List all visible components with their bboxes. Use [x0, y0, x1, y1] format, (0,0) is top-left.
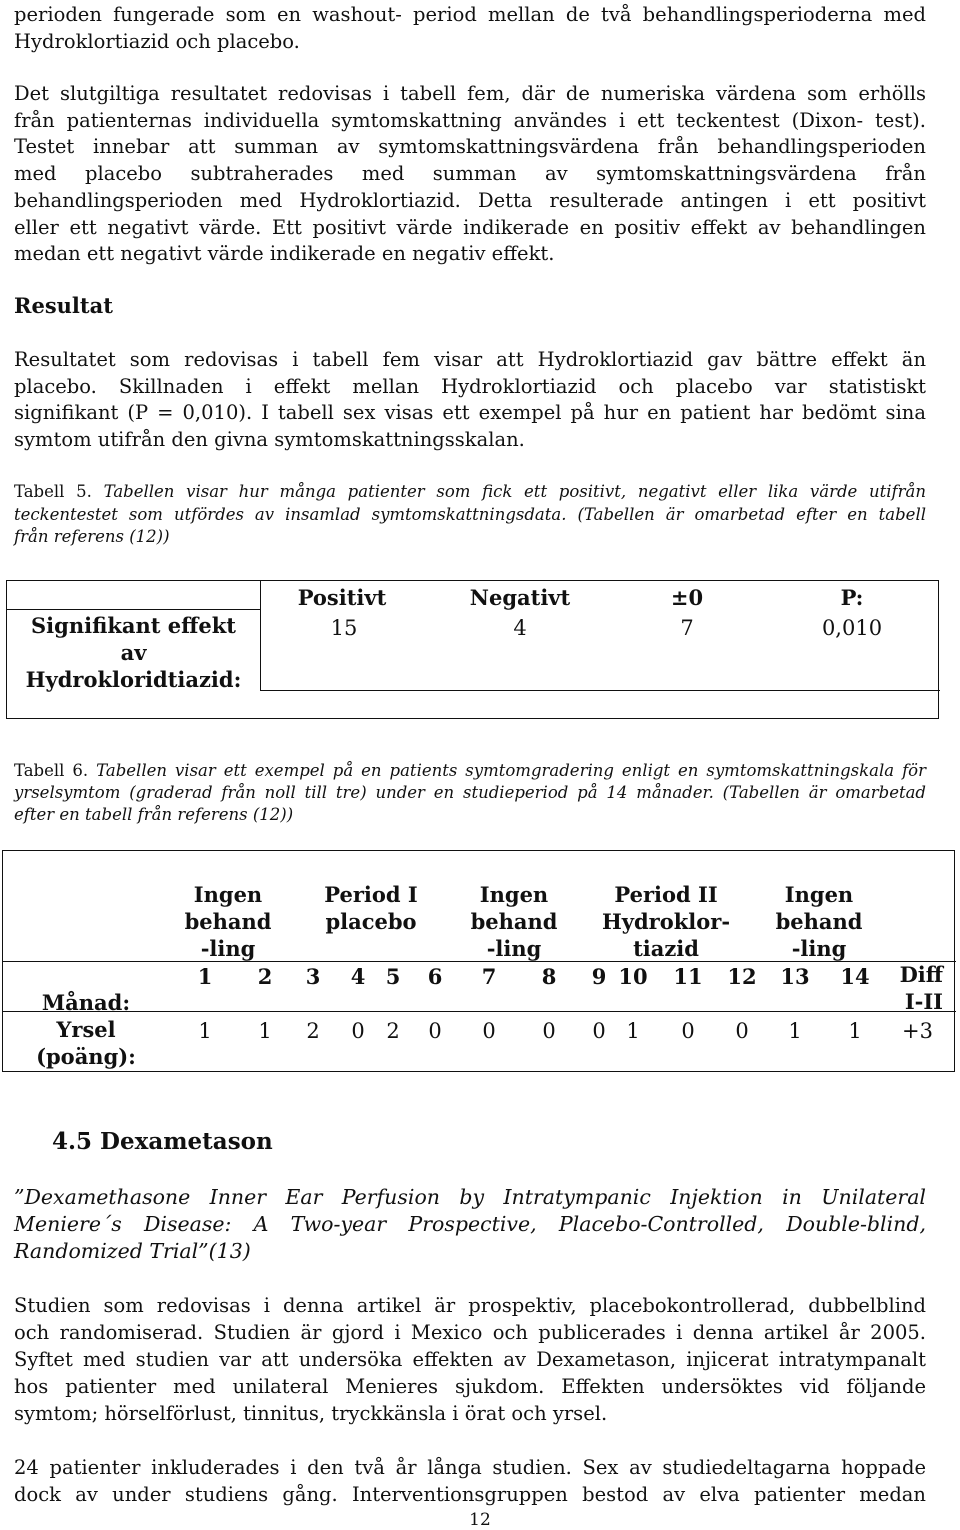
table6-month-label: Månad: — [41, 990, 131, 1015]
table6-month-10: 10 — [618, 964, 648, 989]
table5-value-positivt: 15 — [330, 616, 358, 640]
table6-score-7: 0 — [482, 1019, 496, 1043]
table6-diff-label-2: I-II — [904, 989, 943, 1014]
table6-score-9: 0 — [592, 1019, 606, 1043]
table6-month-9: 9 — [591, 964, 607, 989]
table5-row-label-1: Signifikant effekt — [31, 613, 236, 638]
table6-month-2: 2 — [257, 964, 273, 989]
para-result-line4: symtom utifrån den givna symtomskattningsskalan. — [14, 428, 525, 451]
para-study-line1: Studien som redovisas i denna artikel är prospektiv, placebokontrollerad, dubbelblind — [14, 1294, 926, 1317]
caption6-text1: Tabellen visar ett exempel på en patients symtomgradering enligt en symtomskattningskala för — [96, 761, 927, 780]
para-top-line1: perioden fungerade som en washout- period mellan de två behandlingsperioderna med — [14, 3, 926, 26]
section-heading: 4.5 Dexametason — [52, 1128, 273, 1155]
para-method-line3: Testet innebar att summan av symtomskattningsvärdena från behandlingsperioden — [14, 135, 926, 158]
table5-header-zero: ±0 — [670, 585, 704, 610]
table6-period-1-l2: placebo — [325, 909, 417, 934]
para-patients-line1: 24 patienter inkluderades i den två år långa studien. Sex av studiedeltagarna hoppade — [14, 1456, 926, 1479]
table6-period-none1-l2: behand — [184, 909, 272, 934]
article-title-line1: ”Dexamethasone Inner Ear Perfusion by Intratympanic Injektion in Unilateral — [14, 1185, 926, 1209]
table6-score-label-2: (poäng): — [36, 1044, 136, 1069]
table5-row-label-2: av — [120, 640, 147, 665]
para-method-line5: behandlingsperioden med Hydroklortiazid. Detta resulterade antingen i ett positivt — [14, 189, 926, 212]
table5-header-p: P: — [840, 585, 864, 610]
table6-period-none2-l2: behand — [470, 909, 558, 934]
table6-score-6: 0 — [428, 1019, 442, 1043]
caption5-label: Tabell 5. — [14, 482, 92, 501]
table6-score-1: 1 — [198, 1019, 212, 1043]
table6-month-12: 12 — [727, 964, 757, 989]
para-study-line3: Syftet med studien var att undersöka effekten av Dexametason, injicerat intratympanalt — [14, 1348, 926, 1371]
caption5-text1: Tabellen visar hur många patienter som fick ett positivt, negativt eller lika värde utifrån — [103, 482, 926, 501]
para-result-line2: placebo. Skillnaden i effekt mellan Hydroklortiazid och placebo var statistiskt — [14, 375, 926, 398]
table5-header-negativt: Negativt — [469, 585, 571, 610]
table6-score-8: 0 — [542, 1019, 556, 1043]
table6-period-2-l1: Period II — [614, 882, 718, 907]
table6-diff-value: +3 — [902, 1019, 933, 1043]
para-method-line1: Det slutgiltiga resultatet redovisas i tabell fem, där de numeriska värdena som erhölls — [14, 82, 926, 105]
caption6-line1 — [14, 760, 926, 783]
para-method-line7: medan ett negativt värde indikerade en negativ effekt. — [14, 242, 555, 265]
article-title-line2: Meniere´s Disease: A Two-year Prospective, Placebo-Controlled, Double-blind, — [14, 1212, 926, 1236]
article-title-line3: Randomized Trial”(13) — [14, 1239, 251, 1263]
table6-score-13: 1 — [788, 1019, 802, 1043]
table6-period-none2-l1: Ingen — [479, 882, 549, 907]
para-method-line4: med placebo subtraherades med summan av symtomskattningsvärdena från — [14, 162, 926, 185]
table6-score-label-1: Yrsel — [56, 1017, 116, 1042]
table6-period-none2-l3: -ling — [486, 936, 542, 961]
para-method-line6: eller ett negativt värde. Ett positivt värde indikerade en positiv effekt av behandlingen — [14, 216, 926, 239]
table6-score-12: 0 — [735, 1019, 749, 1043]
caption5-line2: teckentestet som utfördes av insamlad symtomskattningsdata. (Tabellen är omarbetad efter en tabell — [14, 505, 926, 524]
para-method-line2: från patienternas individuella symtomskattning användes i ett teckentest (Dixon- test). — [14, 109, 926, 132]
table6-period-2-l2: Hydroklor- — [601, 909, 731, 934]
caption5-line3: från referens (12)) — [14, 527, 170, 546]
para-study-line2: och randomiserad. Studien är gjord i Mexico och publicerades i denna artikel år 2005. — [14, 1321, 926, 1344]
table6-period-none1-l1: Ingen — [193, 882, 263, 907]
caption6-line3: efter en tabell från referens (12)) — [14, 805, 294, 824]
table5-row-label-3: Hydrokloridtiazid: — [25, 667, 242, 692]
para-study-line4: hos patienter med unilateral Menieres sjukdom. Effekten undersöktes vid följande — [14, 1375, 926, 1398]
table5-value-zero: 7 — [680, 616, 694, 640]
table6-month-13: 13 — [780, 964, 810, 989]
table6-month-3: 3 — [305, 964, 321, 989]
table6-month-8: 8 — [541, 964, 557, 989]
table6-month-6: 6 — [427, 964, 443, 989]
table6-month-5: 5 — [385, 964, 401, 989]
table6-score-5: 2 — [386, 1019, 400, 1043]
para-patients-line2: dock av under studiens gång. Interventionsgruppen bestod av elva patienter medan — [14, 1483, 926, 1506]
table6-score-3: 2 — [306, 1019, 320, 1043]
table6-diff-label-1: Diff — [899, 962, 943, 987]
caption6-line2: yrselsymtom (graderad från noll till tre) under en studieperiod på 14 månader. (Tabellen är omarbetad — [14, 783, 926, 802]
table6-score-2: 1 — [258, 1019, 272, 1043]
heading-resultat: Resultat — [14, 293, 113, 318]
table6 — [2, 850, 955, 1072]
caption6-label: Tabell 6. — [14, 761, 89, 780]
table6-month-7: 7 — [481, 964, 497, 989]
table6-month-4: 4 — [350, 964, 366, 989]
page-number: 12 — [469, 1510, 491, 1530]
table5-header-positivt: Positivt — [297, 585, 387, 610]
table6-period-2-l3: tiazid — [633, 936, 699, 961]
table6-period-1-l1: Period I — [324, 882, 418, 907]
table6-score-14: 1 — [848, 1019, 862, 1043]
table5-value-p: 0,010 — [821, 616, 883, 640]
table5-value-negativt: 4 — [513, 616, 527, 640]
table6-score-4: 0 — [351, 1019, 365, 1043]
table6-period-none3-l1: Ingen — [784, 882, 854, 907]
table6-period-none3-l2: behand — [775, 909, 863, 934]
table6-period-none3-l3: -ling — [791, 936, 847, 961]
table5 — [6, 580, 939, 719]
para-result-line3: signifikant (P = 0,010). I tabell sex visas ett exempel på hur en patient har bedömt sina — [14, 401, 926, 424]
para-study-line5: symtom; hörselförlust, tinnitus, tryckkänsla i örat och yrsel. — [14, 1402, 608, 1425]
para-top-line2: Hydroklortiazid och placebo. — [14, 30, 300, 53]
para-result-line1: Resultatet som redovisas i tabell fem visar att Hydroklortiazid gav bättre effekt än — [14, 348, 926, 371]
table6-month-11: 11 — [673, 964, 703, 989]
table6-month-14: 14 — [840, 964, 870, 989]
table6-score-10: 1 — [626, 1019, 640, 1043]
table6-period-none1-l3: -ling — [200, 936, 256, 961]
table6-score-11: 0 — [681, 1019, 695, 1043]
caption5-line1 — [14, 481, 926, 504]
table6-month-1: 1 — [197, 964, 213, 989]
